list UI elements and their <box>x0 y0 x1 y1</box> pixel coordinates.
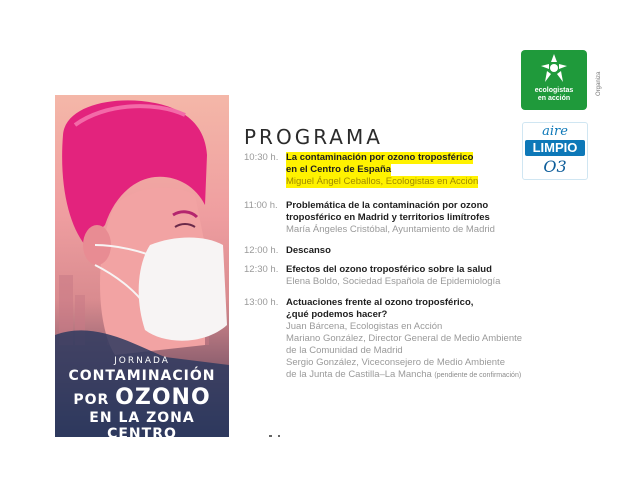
item-time: 13:00 h. <box>244 297 279 308</box>
poster-title-line3: EN LA ZONA <box>89 410 195 426</box>
limpio-text: LIMPIO <box>525 140 585 156</box>
poster-jornada: JORNADA <box>114 356 170 366</box>
poster-image <box>55 95 229 437</box>
aire-text: aire <box>542 124 568 139</box>
item-title-line: Actuaciones frente al ozono troposférico, <box>286 297 474 308</box>
item-speaker: Elena Boldo, Sociedad Española de Epidemiología <box>286 276 501 287</box>
o3-text: O3 <box>543 157 567 176</box>
en-accion-text: en acción <box>537 95 571 102</box>
item-title-line: troposférico en Madrid y territorios limítrofes <box>286 212 490 223</box>
item-speaker-text: de la Junta de Castilla–La Mancha <box>286 369 432 380</box>
item-speaker: María Ángeles Cristóbal, Ayuntamiento de Madrid <box>286 224 495 235</box>
item-title-line: Efectos del ozono troposférico sobre la salud <box>286 264 492 275</box>
item-time: 10:30 h. <box>244 152 279 163</box>
item-speaker: Sergio González, Viceconsejero de Medio Ambiente <box>286 357 505 368</box>
item-title-line: La contaminación por ozono troposférico <box>286 152 474 163</box>
ecologistas-text: ecologistas <box>534 87 574 94</box>
sunflower-icon <box>541 54 567 84</box>
item-speaker: de la Comunidad de Madrid <box>286 345 403 356</box>
poster-title-line4: CENTRO <box>107 426 177 437</box>
programa-title: PROGRAMA <box>244 125 383 149</box>
poster-title-por: POR <box>73 392 116 408</box>
item-speaker <box>286 369 556 382</box>
decorative-dot <box>269 435 272 437</box>
decorative-dot <box>278 435 280 437</box>
item-speaker: Miguel Ángel Ceballos, Ecologistas en Acción <box>286 176 479 187</box>
item-time: 12:30 h. <box>244 264 279 275</box>
poster-title-ozono: OZONO <box>115 385 211 410</box>
organiza-label: Organiza <box>596 71 602 96</box>
poster-title-line1: CONTAMINACIÓN <box>68 368 216 384</box>
item-title-line: en el Centro de España <box>286 164 392 175</box>
item-title-line: Descanso <box>286 245 331 256</box>
item-speaker: Mariano González, Director General de Medio Ambiente <box>286 333 523 344</box>
item-title-line: ¿qué podemos hacer? <box>286 309 388 320</box>
item-speaker: Juan Bárcena, Ecologistas en Acción <box>286 321 443 332</box>
item-time: 12:00 h. <box>244 245 279 256</box>
poster-title-line2 <box>55 385 229 410</box>
pending-note: (pendiente de confirmación) <box>434 372 522 379</box>
face-mask <box>139 238 227 341</box>
item-time: 11:00 h. <box>244 200 278 211</box>
ecologistas-logo <box>521 50 587 110</box>
item-title-line: Problemática de la contaminación por ozono <box>286 200 489 211</box>
